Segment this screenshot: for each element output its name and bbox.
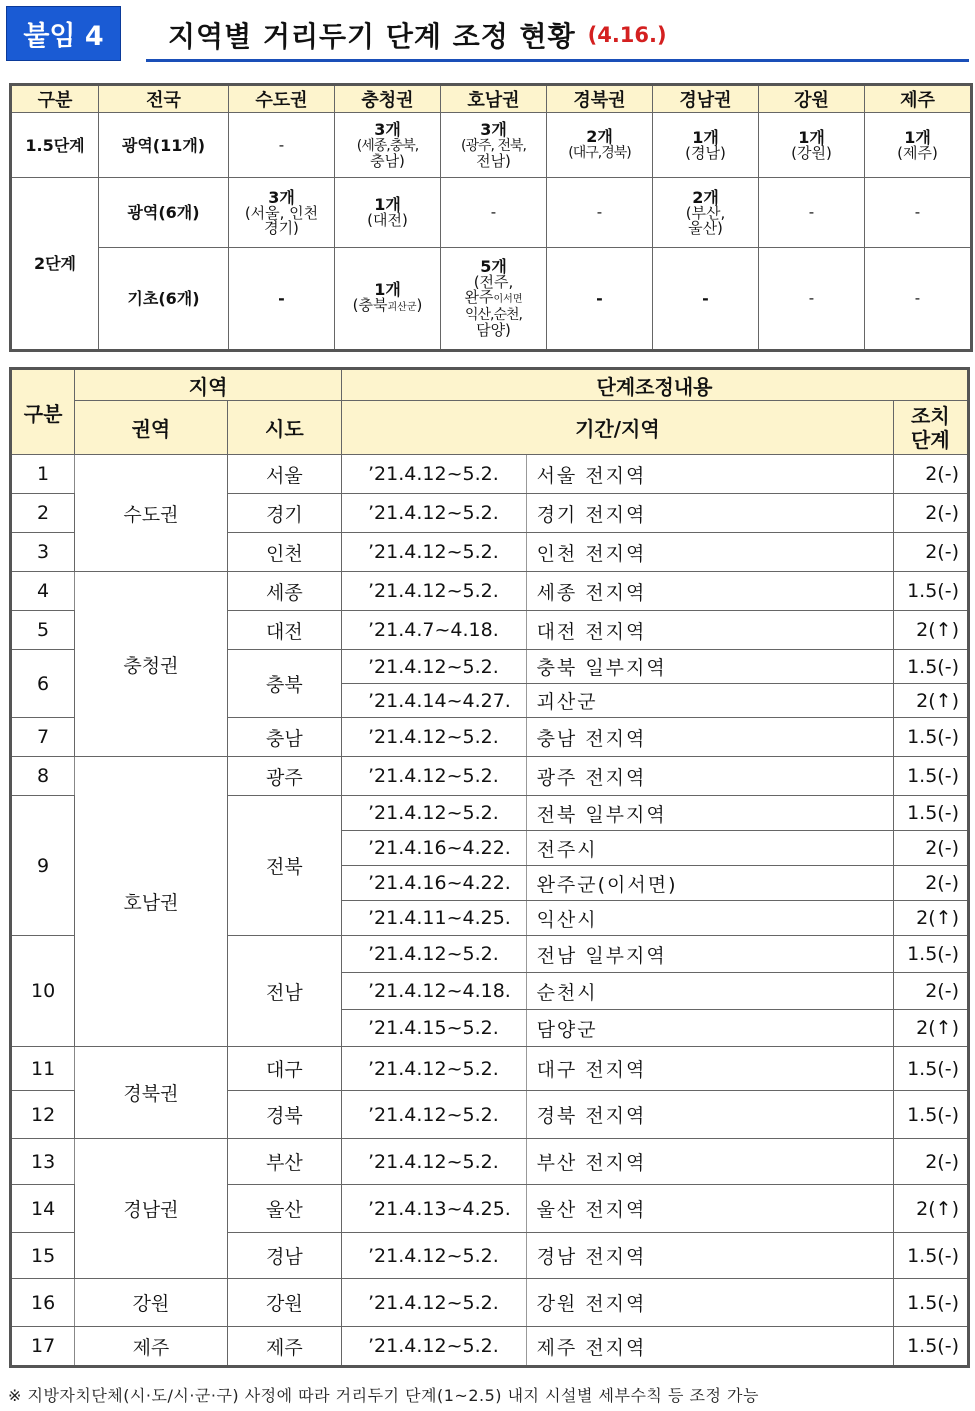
summary-cell: 기초(6개) [99, 248, 229, 351]
attachment-badge: 붙임 4 [6, 6, 121, 61]
detail-header-row [11, 401, 969, 455]
summary-header-row [11, 85, 972, 113]
row-number: 9 [11, 796, 75, 936]
period-cell: ’21.4.12~5.2. [342, 1047, 527, 1091]
region-cell: 광주 전지역 [526, 757, 893, 796]
period-cell: ’21.4.12~5.2. [342, 533, 527, 572]
stage-label: 1.5단계 [11, 113, 99, 178]
step-cell: 2(↑) [893, 1010, 968, 1047]
stage-label: 2단계 [11, 178, 99, 351]
step-cell: 1.5(-) [893, 1233, 968, 1279]
area-cell: 수도권 [75, 455, 227, 572]
period-cell: ’21.4.12~5.2. [342, 757, 527, 796]
summary-count: 1개 [904, 127, 931, 147]
sido-cell: 경남 [227, 1233, 341, 1279]
step-cell: 2(-) [893, 831, 968, 866]
summary-count: 2개 [586, 127, 613, 146]
summary-header: 강원 [759, 85, 865, 113]
step-cell: 1.5(-) [893, 796, 968, 831]
region-cell: 세종 전지역 [526, 572, 893, 611]
summary-cell [653, 178, 759, 248]
summary-detail: ) [416, 296, 423, 314]
table-row [11, 757, 969, 796]
summary-count: 3개 [268, 187, 295, 207]
summary-cell [335, 113, 441, 178]
row-number: 4 [11, 572, 75, 611]
summary-count: 1개 [692, 127, 719, 147]
summary-row [11, 113, 972, 178]
row-number: 16 [11, 1279, 75, 1327]
step-cell: 1.5(-) [893, 1047, 968, 1091]
period-cell: ’21.4.14~4.27. [342, 684, 527, 718]
region-cell: 강원 전지역 [526, 1279, 893, 1327]
header-area: 권역 [75, 401, 227, 455]
region-cell: 대전 전지역 [526, 611, 893, 650]
period-cell: ’21.4.12~5.2. [342, 1327, 527, 1367]
step-cell: 1.5(-) [893, 1091, 968, 1139]
summary-header: 전국 [99, 85, 229, 113]
summary-detail: (경남) [685, 143, 726, 162]
sido-cell: 경기 [227, 494, 341, 533]
summary-detail: (대구,경북) [568, 145, 631, 161]
row-number: 6 [11, 650, 75, 718]
header-step: 조치 단계 [893, 401, 968, 455]
region-cell: 경북 전지역 [526, 1091, 893, 1139]
step-cell: 1.5(-) [893, 1327, 968, 1367]
region-cell: 경남 전지역 [526, 1233, 893, 1279]
summary-cell: - [759, 248, 865, 351]
period-cell: ’21.4.12~5.2. [342, 936, 527, 973]
summary-cell: - [865, 178, 972, 248]
header-division: 구분 [11, 369, 75, 455]
page-title [146, 10, 969, 62]
header-period: 기간/지역 [342, 401, 894, 455]
step-cell: 1.5(-) [893, 572, 968, 611]
region-cell: 인천 전지역 [526, 533, 893, 572]
step-cell: 2(-) [893, 1139, 968, 1185]
detail-body [11, 455, 969, 1367]
summary-cell [229, 178, 335, 248]
summary-table [9, 83, 973, 352]
region-cell: 전북 일부지역 [526, 796, 893, 831]
period-cell: ’21.4.12~5.2. [342, 1233, 527, 1279]
period-cell: ’21.4.12~5.2. [342, 1091, 527, 1139]
region-cell: 괴산군 [526, 684, 893, 718]
summary-cell [759, 113, 865, 178]
sido-cell: 전북 [227, 796, 341, 936]
summary-cell [653, 113, 759, 178]
sido-cell: 인천 [227, 533, 341, 572]
period-cell: ’21.4.12~4.18. [342, 973, 527, 1010]
area-cell: 충청권 [75, 572, 227, 757]
summary-count: 3개 [374, 119, 401, 139]
sido-cell: 제주 [227, 1327, 341, 1367]
header-content: 단계조정내용 [342, 369, 969, 401]
sido-cell: 충남 [227, 718, 341, 757]
summary-detail: (전주, [473, 273, 514, 291]
region-cell: 서울 전지역 [526, 455, 893, 494]
detail-header-row [11, 369, 969, 401]
summary-cell: - [547, 178, 653, 248]
row-number: 12 [11, 1091, 75, 1139]
summary-detail: 경기) [264, 218, 299, 237]
table-row [11, 1327, 969, 1367]
summary-detail: (충북 [352, 296, 388, 314]
row-number: 7 [11, 718, 75, 757]
summary-detail: 충남) [370, 151, 405, 170]
summary-count: 1개 [374, 195, 401, 214]
table-row [11, 1047, 969, 1091]
region-cell: 충남 전지역 [526, 718, 893, 757]
step-cell: 1.5(-) [893, 718, 968, 757]
period-cell: ’21.4.7~4.18. [342, 611, 527, 650]
summary-cell: - [229, 248, 335, 351]
period-cell: ’21.4.12~5.2. [342, 1279, 527, 1327]
region-cell: 전남 일부지역 [526, 936, 893, 973]
step-cell: 2(-) [893, 533, 968, 572]
summary-detail: (강원) [791, 143, 832, 162]
sido-cell: 대구 [227, 1047, 341, 1091]
detail-table [9, 367, 970, 1368]
region-cell: 완주군(이서면) [526, 866, 893, 901]
region-cell: 익산시 [526, 901, 893, 936]
summary-count: 5개 [480, 257, 507, 276]
region-cell: 순천시 [526, 973, 893, 1010]
title-text: 지역별 거리두기 단계 조정 현황 [168, 19, 576, 53]
summary-header: 경북권 [547, 85, 653, 113]
region-cell: 경기 전지역 [526, 494, 893, 533]
region-cell: 부산 전지역 [526, 1139, 893, 1185]
sido-cell: 세종 [227, 572, 341, 611]
row-number: 14 [11, 1185, 75, 1233]
summary-cell: - [547, 248, 653, 351]
summary-count: 1개 [798, 127, 825, 147]
step-cell: 2(↑) [893, 684, 968, 718]
row-number: 15 [11, 1233, 75, 1279]
summary-detail: (서울, 인천 [244, 203, 319, 222]
summary-header: 수도권 [229, 85, 335, 113]
table-row [11, 1139, 969, 1185]
area-cell: 강원 [75, 1279, 227, 1327]
row-number: 11 [11, 1047, 75, 1091]
summary-cell [335, 178, 441, 248]
period-cell: ’21.4.16~4.22. [342, 831, 527, 866]
summary-count: 1개 [374, 280, 401, 299]
region-cell: 울산 전지역 [526, 1185, 893, 1233]
summary-header: 호남권 [441, 85, 547, 113]
step-cell: 1.5(-) [893, 650, 968, 684]
summary-detail: (세종,충북, [356, 137, 419, 154]
area-cell: 경북권 [75, 1047, 227, 1139]
sido-cell: 광주 [227, 757, 341, 796]
area-cell: 경남권 [75, 1139, 227, 1279]
summary-cell: - [759, 178, 865, 248]
area-cell: 제주 [75, 1327, 227, 1367]
sido-cell: 강원 [227, 1279, 341, 1327]
footnote: ※ 지방자치단체(시·도/시·군·구) 사정에 따라 거리두기 단계(1~2.5) 내지 시설별 세부수칙 등 조정 가능 [8, 1386, 759, 1405]
sido-cell: 부산 [227, 1139, 341, 1185]
period-cell: ’21.4.12~5.2. [342, 572, 527, 611]
row-number: 2 [11, 494, 75, 533]
summary-cell: - [229, 113, 335, 178]
region-cell: 제주 전지역 [526, 1327, 893, 1367]
step-cell: 2(↑) [893, 1185, 968, 1233]
summary-detail: 울산) [688, 218, 723, 237]
region-cell: 전주시 [526, 831, 893, 866]
step-cell: 1.5(-) [893, 1279, 968, 1327]
row-number: 3 [11, 533, 75, 572]
summary-detail: (제주) [897, 143, 938, 162]
period-cell: ’21.4.12~5.2. [342, 494, 527, 533]
summary-cell [441, 248, 547, 351]
row-number: 17 [11, 1327, 75, 1367]
header-sido: 시도 [227, 401, 341, 455]
sido-cell: 경북 [227, 1091, 341, 1139]
step-cell: 2(-) [893, 455, 968, 494]
row-number: 10 [11, 936, 75, 1047]
summary-cell: - [653, 248, 759, 351]
summary-cell [547, 113, 653, 178]
summary-detail: 완주 [464, 288, 494, 306]
period-cell: ’21.4.13~4.25. [342, 1185, 527, 1233]
summary-row [11, 178, 972, 248]
summary-detail: 담양) [476, 321, 511, 339]
summary-header: 충청권 [335, 85, 441, 113]
region-cell: 대구 전지역 [526, 1047, 893, 1091]
summary-cell [335, 248, 441, 351]
summary-detail: 이서면 [493, 294, 523, 305]
summary-detail: 괴산군 [387, 302, 417, 313]
region-cell: 충북 일부지역 [526, 650, 893, 684]
summary-count: 3개 [480, 119, 507, 139]
summary-row [11, 248, 972, 351]
step-cell: 2(-) [893, 494, 968, 533]
step-cell: 2(↑) [893, 611, 968, 650]
period-cell: ’21.4.15~5.2. [342, 1010, 527, 1047]
summary-detail: (광주, 전북, [461, 137, 526, 154]
summary-detail: (대전) [367, 211, 408, 229]
step-cell: 1.5(-) [893, 936, 968, 973]
period-cell: ’21.4.12~5.2. [342, 718, 527, 757]
page-header [6, 6, 969, 63]
summary-cell: - [441, 178, 547, 248]
row-number: 13 [11, 1139, 75, 1185]
summary-cell: - [865, 248, 972, 351]
table-row [11, 455, 969, 494]
step-cell: 2(-) [893, 866, 968, 901]
summary-detail: (부산, [685, 203, 726, 222]
sido-cell: 울산 [227, 1185, 341, 1233]
step-cell: 1.5(-) [893, 757, 968, 796]
region-cell: 담양군 [526, 1010, 893, 1047]
period-cell: ’21.4.12~5.2. [342, 1139, 527, 1185]
header-region: 지역 [75, 369, 342, 401]
summary-detail: 전남) [476, 151, 511, 170]
area-cell: 호남권 [75, 757, 227, 1047]
row-number: 5 [11, 611, 75, 650]
summary-cell: 광역(11개) [99, 113, 229, 178]
step-cell: 2(-) [893, 973, 968, 1010]
summary-header: 제주 [865, 85, 972, 113]
sido-cell: 충북 [227, 650, 341, 718]
table-row [11, 572, 969, 611]
sido-cell: 대전 [227, 611, 341, 650]
summary-cell: 광역(6개) [99, 178, 229, 248]
summary-cell [865, 113, 972, 178]
summary-detail: 익산,순천, [465, 307, 522, 323]
period-cell: ’21.4.16~4.22. [342, 866, 527, 901]
period-cell: ’21.4.12~5.2. [342, 796, 527, 831]
summary-count: 2개 [692, 187, 719, 207]
summary-header: 경남권 [653, 85, 759, 113]
row-number: 8 [11, 757, 75, 796]
period-cell: ’21.4.12~5.2. [342, 455, 527, 494]
step-cell: 2(↑) [893, 901, 968, 936]
row-number: 1 [11, 455, 75, 494]
period-cell: ’21.4.11~4.25. [342, 901, 527, 936]
summary-cell [441, 113, 547, 178]
sido-cell: 서울 [227, 455, 341, 494]
period-cell: ’21.4.12~5.2. [342, 650, 527, 684]
sido-cell: 전남 [227, 936, 341, 1047]
summary-header: 구분 [11, 85, 99, 113]
table-row [11, 1279, 969, 1327]
title-date: (4.16.) [587, 22, 667, 47]
